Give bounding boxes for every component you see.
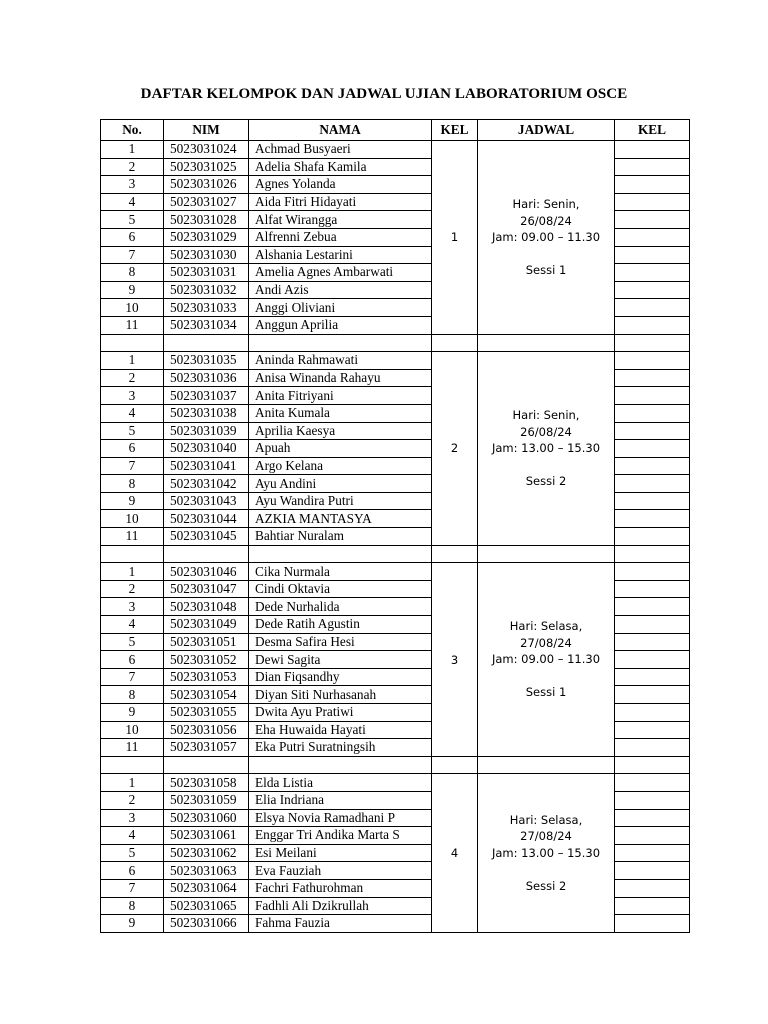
cell-nama: Andi Azis [249,281,432,299]
cell-nama: Elda Listia [249,774,432,792]
cell-nama: Dian Fiqsandhy [249,668,432,686]
jadwal-spacer [478,668,614,685]
cell-kel-empty [615,580,690,598]
cell-kel-empty [615,862,690,880]
header-row [101,120,690,141]
cell-nama: Diyan Siti Nurhasanah [249,686,432,704]
cell-nama: Alshania Lestarini [249,246,432,264]
cell-no: 3 [101,387,164,405]
cell-nama: Fadhli Ali Dzikrullah [249,897,432,915]
cell-nama: Anisa Winanda Rahayu [249,369,432,387]
cell-nim: 5023031061 [164,827,249,845]
cell-nama: Bahtiar Nuralam [249,528,432,546]
cell-nim: 5023031036 [164,369,249,387]
jadwal-line: Sessi 2 [525,878,567,893]
cell-kel-empty [615,598,690,616]
cell-no: 6 [101,228,164,246]
cell-kel-empty [615,739,690,757]
cell-no: 3 [101,176,164,194]
cell-nim: 5023031065 [164,897,249,915]
table-row [101,352,690,370]
cell-no: 11 [101,739,164,757]
cell-no: 7 [101,879,164,897]
cell-nim: 5023031041 [164,457,249,475]
jadwal-line: Jam: 13.00 – 15.30 [491,441,601,456]
cell-nama: Cika Nurmala [249,563,432,581]
jadwal-line: 27/08/24 [520,635,572,650]
spacer-cell [101,334,164,352]
jadwal-line: 27/08/24 [520,829,572,844]
cell-kel-empty [615,228,690,246]
cell-nama: Dede Nurhalida [249,598,432,616]
spacer-cell [164,756,249,774]
cell-no: 4 [101,193,164,211]
cell-kel-empty [615,369,690,387]
cell-nim: 5023031029 [164,228,249,246]
cell-nama: Amelia Agnes Ambarwati [249,264,432,282]
cell-nama: Achmad Busyaeri [249,141,432,159]
cell-kel-empty [615,879,690,897]
cell-no: 8 [101,475,164,493]
header-nama: NAMA [249,120,432,141]
cell-no: 6 [101,651,164,669]
cell-no: 3 [101,809,164,827]
cell-nama: Aninda Rahmawati [249,352,432,370]
cell-nama: Argo Kelana [249,457,432,475]
spacer-row [101,756,690,774]
cell-nim: 5023031030 [164,246,249,264]
cell-kel-empty [615,915,690,933]
cell-nim: 5023031033 [164,299,249,317]
cell-nama: Anggi Oliviani [249,299,432,317]
cell-no: 5 [101,844,164,862]
cell-nim: 5023031035 [164,352,249,370]
cell-kel: 4 [432,774,478,932]
cell-kel-empty [615,563,690,581]
cell-nama: Dewi Sagita [249,651,432,669]
cell-kel-empty [615,774,690,792]
cell-kel-empty [615,141,690,159]
cell-nama: Esi Meilani [249,844,432,862]
cell-nim: 5023031034 [164,316,249,334]
cell-kel-empty [615,264,690,282]
cell-no: 4 [101,827,164,845]
cell-nim: 5023031031 [164,264,249,282]
cell-nim: 5023031026 [164,176,249,194]
cell-kel-empty [615,616,690,634]
cell-nim: 5023031056 [164,721,249,739]
spacer-cell [164,545,249,563]
document-title: DAFTAR KELOMPOK DAN JADWAL UJIAN LABORATORIUM OSCE [140,86,628,102]
cell-nim: 5023031043 [164,492,249,510]
jadwal-line: Hari: Senin, [512,197,580,212]
cell-kel: 2 [432,352,478,546]
cell-no: 7 [101,457,164,475]
spacer-cell [164,334,249,352]
spacer-cell [249,545,432,563]
cell-nim: 5023031053 [164,668,249,686]
cell-nama: Dwita Ayu Pratiwi [249,704,432,722]
cell-kel-empty [615,158,690,176]
cell-nama: Adelia Shafa Kamila [249,158,432,176]
cell-no: 10 [101,510,164,528]
cell-no: 11 [101,528,164,546]
cell-nim: 5023031047 [164,580,249,598]
spacer-row [101,545,690,563]
cell-kel-empty [615,721,690,739]
jadwal-line: Hari: Selasa, [509,619,583,634]
cell-nama: Ayu Wandira Putri [249,492,432,510]
jadwal-line: Jam: 09.00 – 11.30 [491,230,601,245]
cell-nim: 5023031051 [164,633,249,651]
cell-nim: 5023031045 [164,528,249,546]
jadwal-line: Sessi 1 [525,685,567,700]
cell-nama: Elia Indriana [249,791,432,809]
cell-kel-empty [615,633,690,651]
cell-kel-empty [615,387,690,405]
cell-kel-empty [615,510,690,528]
jadwal-line: 26/08/24 [520,424,572,439]
cell-nim: 5023031055 [164,704,249,722]
cell-kel-empty [615,211,690,229]
cell-nim: 5023031042 [164,475,249,493]
cell-no: 1 [101,352,164,370]
cell-no: 1 [101,141,164,159]
cell-no: 2 [101,369,164,387]
cell-kel-empty [615,176,690,194]
spacer-cell [249,334,432,352]
spacer-cell [478,545,615,563]
cell-nim: 5023031062 [164,844,249,862]
cell-nim: 5023031058 [164,774,249,792]
cell-kel-empty [615,457,690,475]
jadwal-line: Jam: 13.00 – 15.30 [491,845,601,860]
cell-no: 4 [101,404,164,422]
jadwal-line: Hari: Senin, [512,408,580,423]
cell-no: 9 [101,704,164,722]
cell-nama: Alfat Wirangga [249,211,432,229]
cell-kel-empty [615,791,690,809]
spacer-cell [478,756,615,774]
cell-nim: 5023031032 [164,281,249,299]
cell-no: 7 [101,246,164,264]
cell-no: 4 [101,616,164,634]
cell-no: 9 [101,281,164,299]
cell-no: 7 [101,668,164,686]
cell-kel-empty [615,844,690,862]
header-kel: KEL [432,120,478,141]
spacer-cell [432,334,478,352]
cell-kel: 1 [432,141,478,335]
cell-kel-empty [615,897,690,915]
cell-no: 11 [101,316,164,334]
cell-kel-empty [615,827,690,845]
cell-nama: Anggun Aprilia [249,316,432,334]
cell-kel-empty [615,668,690,686]
spacer-cell [615,334,690,352]
cell-nama: Aprilia Kaesya [249,422,432,440]
cell-nama: Cindi Oktavia [249,580,432,598]
cell-nim: 5023031027 [164,193,249,211]
cell-kel-empty [615,281,690,299]
cell-kel-empty [615,475,690,493]
cell-kel-empty [615,299,690,317]
cell-no: 1 [101,563,164,581]
cell-jadwal [478,774,615,932]
cell-kel: 3 [432,563,478,757]
cell-jadwal [478,563,615,757]
cell-kel-empty [615,492,690,510]
cell-kel-empty [615,316,690,334]
cell-nim: 5023031025 [164,158,249,176]
table-body [101,141,690,933]
cell-nama: Apuah [249,440,432,458]
cell-nim: 5023031064 [164,879,249,897]
cell-nama: AZKIA MANTASYA [249,510,432,528]
spacer-cell [615,756,690,774]
cell-jadwal [478,352,615,546]
cell-nama: Ayu Andini [249,475,432,493]
cell-nama: Fachri Fathurohman [249,879,432,897]
header-no: No. [101,120,164,141]
cell-nama: Alfrenni Zebua [249,228,432,246]
jadwal-spacer [478,457,614,474]
spacer-cell [101,545,164,563]
schedule-table [100,119,690,933]
cell-kel-empty [615,193,690,211]
cell-nama: Eha Huwaida Hayati [249,721,432,739]
cell-nim: 5023031049 [164,616,249,634]
cell-no: 2 [101,791,164,809]
spacer-row [101,334,690,352]
table-row [101,563,690,581]
cell-no: 9 [101,915,164,933]
cell-nim: 5023031024 [164,141,249,159]
cell-no: 6 [101,440,164,458]
cell-no: 3 [101,598,164,616]
cell-nama: Eva Fauziah [249,862,432,880]
cell-kel-empty [615,651,690,669]
cell-kel-empty [615,246,690,264]
cell-no: 10 [101,721,164,739]
table-row [101,141,690,159]
cell-no: 8 [101,264,164,282]
jadwal-spacer [478,246,614,263]
jadwal-line: Sessi 1 [525,263,567,278]
cell-nim: 5023031059 [164,791,249,809]
cell-nama: Enggar Tri Andika Marta S [249,827,432,845]
cell-no: 10 [101,299,164,317]
cell-no: 5 [101,211,164,229]
cell-nama: Anita Fitriyani [249,387,432,405]
spacer-cell [249,756,432,774]
cell-nim: 5023031066 [164,915,249,933]
header-jadwal: JADWAL [478,120,615,141]
cell-nim: 5023031048 [164,598,249,616]
table-row [101,774,690,792]
cell-no: 5 [101,422,164,440]
spacer-cell [432,756,478,774]
cell-kel-empty [615,440,690,458]
cell-nama: Eka Putri Suratningsih [249,739,432,757]
cell-nim: 5023031057 [164,739,249,757]
cell-nim: 5023031038 [164,404,249,422]
spacer-cell [478,334,615,352]
spacer-cell [615,545,690,563]
cell-nama: Fahma Fauzia [249,915,432,933]
cell-no: 8 [101,686,164,704]
cell-kel-empty [615,528,690,546]
jadwal-line: Hari: Selasa, [509,812,583,827]
cell-nama: Aida Fitri Hidayati [249,193,432,211]
cell-no: 5 [101,633,164,651]
cell-no: 2 [101,158,164,176]
cell-no: 6 [101,862,164,880]
cell-nim: 5023031037 [164,387,249,405]
spacer-cell [432,545,478,563]
header-kel-2: KEL [615,120,690,141]
cell-nama: Anita Kumala [249,404,432,422]
header-nim: NIM [164,120,249,141]
cell-nim: 5023031052 [164,651,249,669]
cell-kel-empty [615,404,690,422]
cell-nim: 5023031044 [164,510,249,528]
cell-nim: 5023031063 [164,862,249,880]
cell-no: 8 [101,897,164,915]
cell-no: 2 [101,580,164,598]
cell-nama: Dede Ratih Agustin [249,616,432,634]
jadwal-line: 26/08/24 [520,213,572,228]
cell-nim: 5023031054 [164,686,249,704]
cell-nim: 5023031046 [164,563,249,581]
cell-nim: 5023031028 [164,211,249,229]
jadwal-line: Jam: 09.00 – 11.30 [491,652,601,667]
cell-no: 1 [101,774,164,792]
cell-kel-empty [615,686,690,704]
cell-kel-empty [615,809,690,827]
cell-jadwal [478,141,615,335]
spacer-cell [101,756,164,774]
cell-nim: 5023031040 [164,440,249,458]
cell-no: 9 [101,492,164,510]
cell-nama: Desma Safira Hesi [249,633,432,651]
cell-nama: Elsya Novia Ramadhani P [249,809,432,827]
cell-kel-empty [615,704,690,722]
jadwal-line: Sessi 2 [525,474,567,489]
jadwal-spacer [478,861,614,878]
cell-kel-empty [615,422,690,440]
cell-nim: 5023031039 [164,422,249,440]
cell-nama: Agnes Yolanda [249,176,432,194]
cell-kel-empty [615,352,690,370]
cell-nim: 5023031060 [164,809,249,827]
